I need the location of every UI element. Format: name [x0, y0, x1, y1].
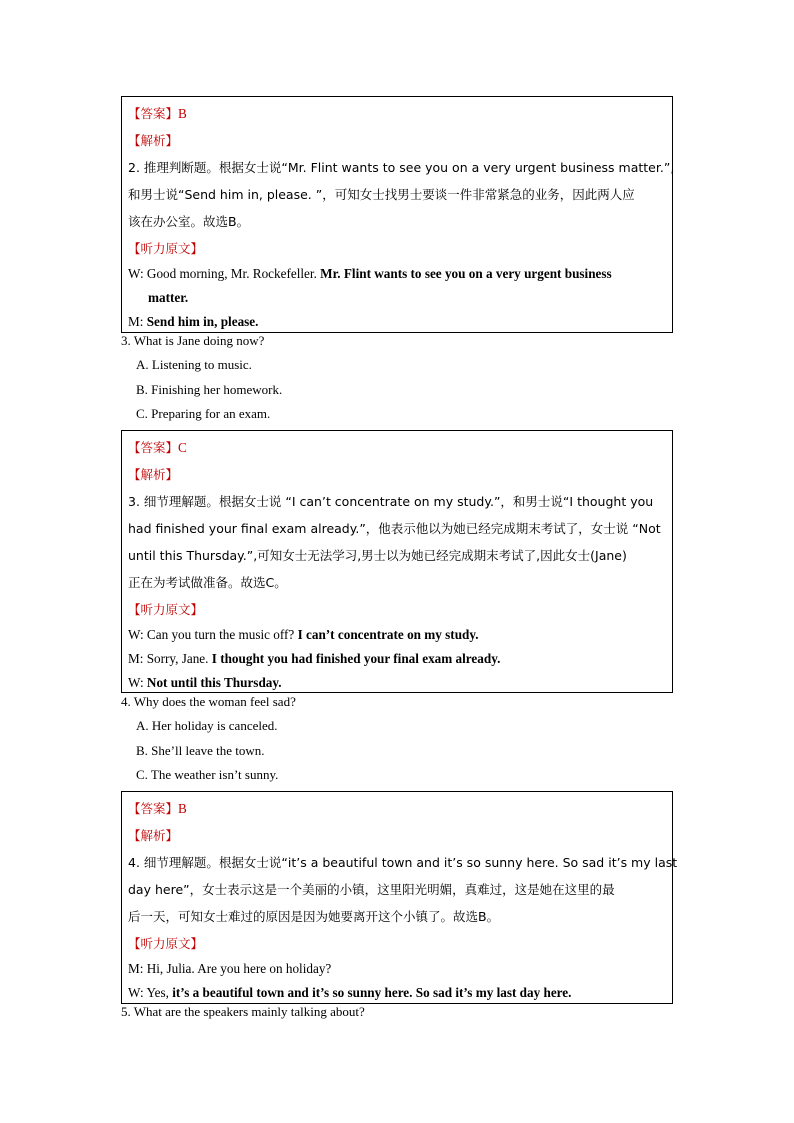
analysis-text-line — [128, 542, 666, 569]
analysis-text: 4. 细节理解题。根据女士说“it’s a beautiful town and it’s so sunny here. So sad it’s my last — [128, 855, 678, 870]
answer-label: 【答案】 — [128, 801, 179, 816]
transcript-bold: matter. — [148, 290, 189, 305]
analysis-text: until this Thursday.”,可知女士无法学习,男士以为她已经完成期末考试了,因此女士(Jane) — [128, 548, 627, 563]
analysis-heading — [128, 461, 666, 488]
analysis-text: 正在为考试做准备。故选C。 — [128, 575, 287, 590]
option-c: C. The weather isn’t sunny. — [136, 767, 279, 782]
answer-value: B — [178, 106, 187, 121]
analysis-text-line — [128, 181, 666, 208]
option-c: C. Preparing for an exam. — [136, 406, 271, 421]
analysis-text-line — [128, 154, 675, 181]
answer-line — [128, 100, 666, 127]
question-5: 5. What are the speakers mainly talking about? — [121, 1004, 365, 1019]
analysis-text-line — [128, 488, 666, 515]
transcript-heading — [128, 596, 666, 623]
analysis-text: had finished your final exam already.”，他表示他以为她已经完成期末考试了，女士说 “Not — [128, 521, 661, 536]
transcript-line — [128, 647, 666, 671]
answer-box-q2 — [121, 96, 673, 333]
analysis-text: 2. 推理判断题。根据女士说“Mr. Flint wants to see you on a very urgent business matter.”, — [128, 160, 675, 175]
analysis-text-line — [128, 876, 666, 903]
answer-box-q4 — [121, 791, 678, 1004]
answer-line — [128, 795, 666, 822]
transcript-plain: Can you turn the music off? — [146, 627, 298, 642]
transcript-plain: Yes, — [146, 985, 173, 1000]
transcript-label: 【听力原文】 — [128, 936, 204, 951]
analysis-label: 【解析】 — [128, 828, 179, 843]
option-b: B. She’ll leave the town. — [136, 743, 265, 758]
speaker: M: — [128, 961, 147, 976]
analysis-text-line — [128, 208, 666, 235]
transcript-bold: it’s a beautiful town and it’s so sunny here. So sad it’s my last day here. — [172, 985, 572, 1000]
option-a: A. Her holiday is canceled. — [136, 718, 278, 733]
analysis-text-line — [128, 903, 666, 930]
transcript-heading — [128, 235, 666, 262]
question-3: 3. What is Jane doing now? — [121, 333, 265, 348]
transcript-bold: Not until this Thursday. — [146, 675, 282, 690]
speaker: W: — [128, 985, 147, 1000]
analysis-label: 【解析】 — [128, 467, 179, 482]
analysis-heading — [128, 822, 666, 849]
transcript-plain: Sorry, Jane. — [146, 651, 212, 666]
analysis-text: 3. 细节理解题。根据女士说 “I can’t concentrate on my study.”，和男士说“I thought you — [128, 494, 654, 509]
option-b: B. Finishing her homework. — [136, 382, 283, 397]
answer-line — [128, 434, 666, 461]
speaker: W: — [128, 627, 147, 642]
analysis-text: day here”，女士表示这是一个美丽的小镇，这里阳光明媚，真难过，这是她在这里的最 — [128, 882, 615, 897]
transcript-bold: I thought you had finished your final exam already. — [211, 651, 501, 666]
transcript-line — [128, 286, 666, 310]
analysis-text-line — [128, 569, 666, 596]
speaker: W: — [128, 675, 147, 690]
analysis-text-line — [128, 515, 666, 542]
speaker: M: — [128, 314, 147, 329]
analysis-text: 该在办公室。故选B。 — [128, 214, 250, 229]
speaker: M: — [128, 651, 147, 666]
answer-value: B — [178, 801, 187, 816]
transcript-heading — [128, 930, 666, 957]
transcript-bold: Mr. Flint wants to see you on a very urgent business — [320, 266, 612, 281]
transcript-line — [128, 623, 666, 647]
question-4: 4. Why does the woman feel sad? — [121, 694, 296, 709]
answer-box-q3 — [121, 430, 673, 693]
answer-label: 【答案】 — [128, 106, 179, 121]
option-a: A. Listening to music. — [136, 357, 252, 372]
analysis-text: 和男士说“Send him in, please. ”，可知女士找男士要谈一件非常紧急的业务，因此两人应 — [128, 187, 635, 202]
answer-label: 【答案】 — [128, 440, 179, 455]
transcript-line — [128, 957, 666, 981]
analysis-text: 后一天，可知女士难过的原因是因为她要离开这个小镇了。故选B。 — [128, 909, 500, 924]
answer-value: C — [178, 440, 187, 455]
analysis-heading — [128, 127, 666, 154]
speaker: W: — [128, 266, 147, 281]
transcript-bold: I can’t concentrate on my study. — [297, 627, 479, 642]
transcript-plain: Hi, Julia. Are you here on holiday? — [146, 961, 332, 976]
transcript-plain: Good morning, Mr. Rockefeller. — [146, 266, 321, 281]
transcript-label: 【听力原文】 — [128, 241, 204, 256]
transcript-line — [128, 262, 666, 286]
analysis-label: 【解析】 — [128, 133, 179, 148]
transcript-bold: Send him in, please. — [146, 314, 259, 329]
transcript-label: 【听力原文】 — [128, 602, 204, 617]
analysis-text-line — [128, 849, 678, 876]
